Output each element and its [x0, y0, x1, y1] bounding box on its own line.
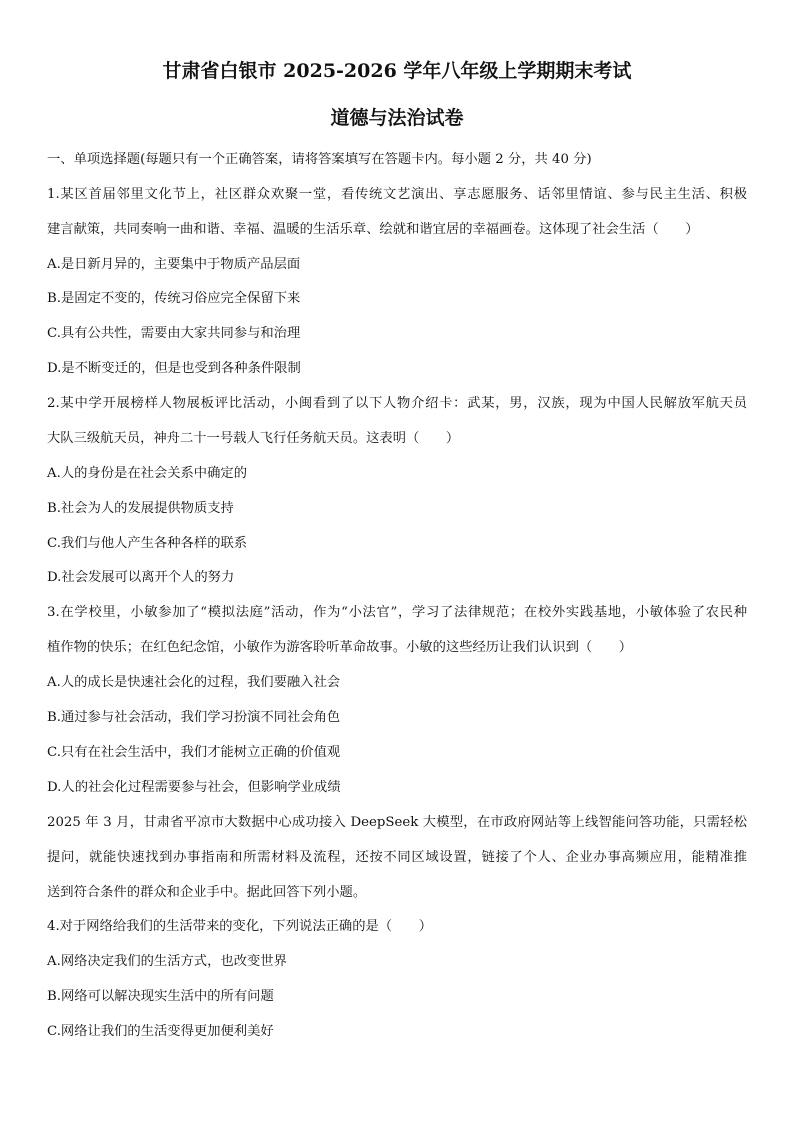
question-1-option-b: B.是固定不变的，传统习俗应完全保留下来	[47, 291, 301, 306]
exam-title: 甘肃省白银市 2025-2026 学年八年级上学期期末考试	[162, 60, 632, 82]
question-4-option-b: B.网络可以解决现实生活中的所有问题	[47, 989, 274, 1004]
question-3-stem-line-1: 3.在学校里，小敏参加了“模拟法庭”活动，作为“小法官”，学习了法律规范；在校外实践基地，小敏体验了农民种	[47, 605, 747, 620]
question-3-option-c: C.只有在社会生活中，我们才能树立正确的价值观	[47, 745, 341, 760]
material-line-2: 提问，就能快速找到办事指南和所需材料及流程，还按不同区域设置，链接了个人、企业办事高频应用，能精准推	[47, 850, 747, 865]
material-line-1: 2025 年 3 月，甘肃省平凉市大数据中心成功接入 DeepSeek 大模型，在市政府网站等上线智能问答功能，只需轻松	[47, 815, 747, 830]
question-1-option-a: A.是日新月异的，主要集中于物质产品层面	[47, 257, 301, 272]
question-3-option-d: D.人的社会化过程需要参与社会，但影响学业成绩	[47, 780, 341, 795]
exam-subtitle: 道德与法治试卷	[330, 107, 464, 129]
question-4-option-c: C.网络让我们的生活变得更加便利美好	[47, 1024, 274, 1039]
section-heading: 一、单项选择题(每题只有一个正确答案，请将答案填写在答题卡内。每小题 2 分，共 40 分)	[47, 152, 592, 167]
question-3-option-a: A.人的成长是快速社会化的过程，我们要融入社会	[47, 675, 341, 690]
question-3-stem-line-2: 植作物的快乐；在红色纪念馆，小敏作为游客聆听革命故事。小敏的这些经历让我们认识到（ ）	[47, 640, 633, 655]
material-line-3: 送到符合条件的群众和企业手中。据此回答下列小题。	[47, 885, 367, 900]
question-3-option-b: B.通过参与社会活动，我们学习扮演不同社会角色	[47, 710, 341, 725]
question-4-stem: 4.对于网络给我们的生活带来的变化，下列说法正确的是（ ）	[47, 919, 432, 934]
question-2-stem-line-2: 大队三级航天员，神舟二十一号载人飞行任务航天员。这表明（ ）	[47, 431, 460, 446]
question-2-option-c: C.我们与他人产生各种各样的联系	[47, 536, 248, 551]
question-2-option-b: B.社会为人的发展提供物质支持	[47, 501, 234, 516]
question-1-option-d: D.是不断变迁的，但是也受到各种条件限制	[47, 361, 301, 376]
question-1-option-c: C.具有公共性，需要由大家共同参与和治理	[47, 326, 301, 341]
question-4-option-a: A.网络决定我们的生活方式，也改变世界	[47, 954, 287, 969]
question-2-stem-line-1: 2.某中学开展榜样人物展板评比活动，小闽看到了以下人物介绍卡：武某，男，汉族，现为中国人民解放军航天员	[47, 396, 747, 411]
question-2-option-a: A.人的身份是在社会关系中确定的	[47, 466, 247, 481]
question-1-stem-line-2: 建言献策，共同奏响一曲和谐、幸福、温暖的生活乐章、绘就和谐宜居的幸福画卷。这体现了社会生活（ ）	[47, 222, 699, 237]
question-2-option-d: D.社会发展可以离开个人的努力	[47, 570, 235, 585]
question-1-stem-line-1: 1.某区首届邻里文化节上，社区群众欢聚一堂，看传统文艺演出、享志愿服务、话邻里情谊、参与民主生活、积极	[47, 187, 747, 202]
